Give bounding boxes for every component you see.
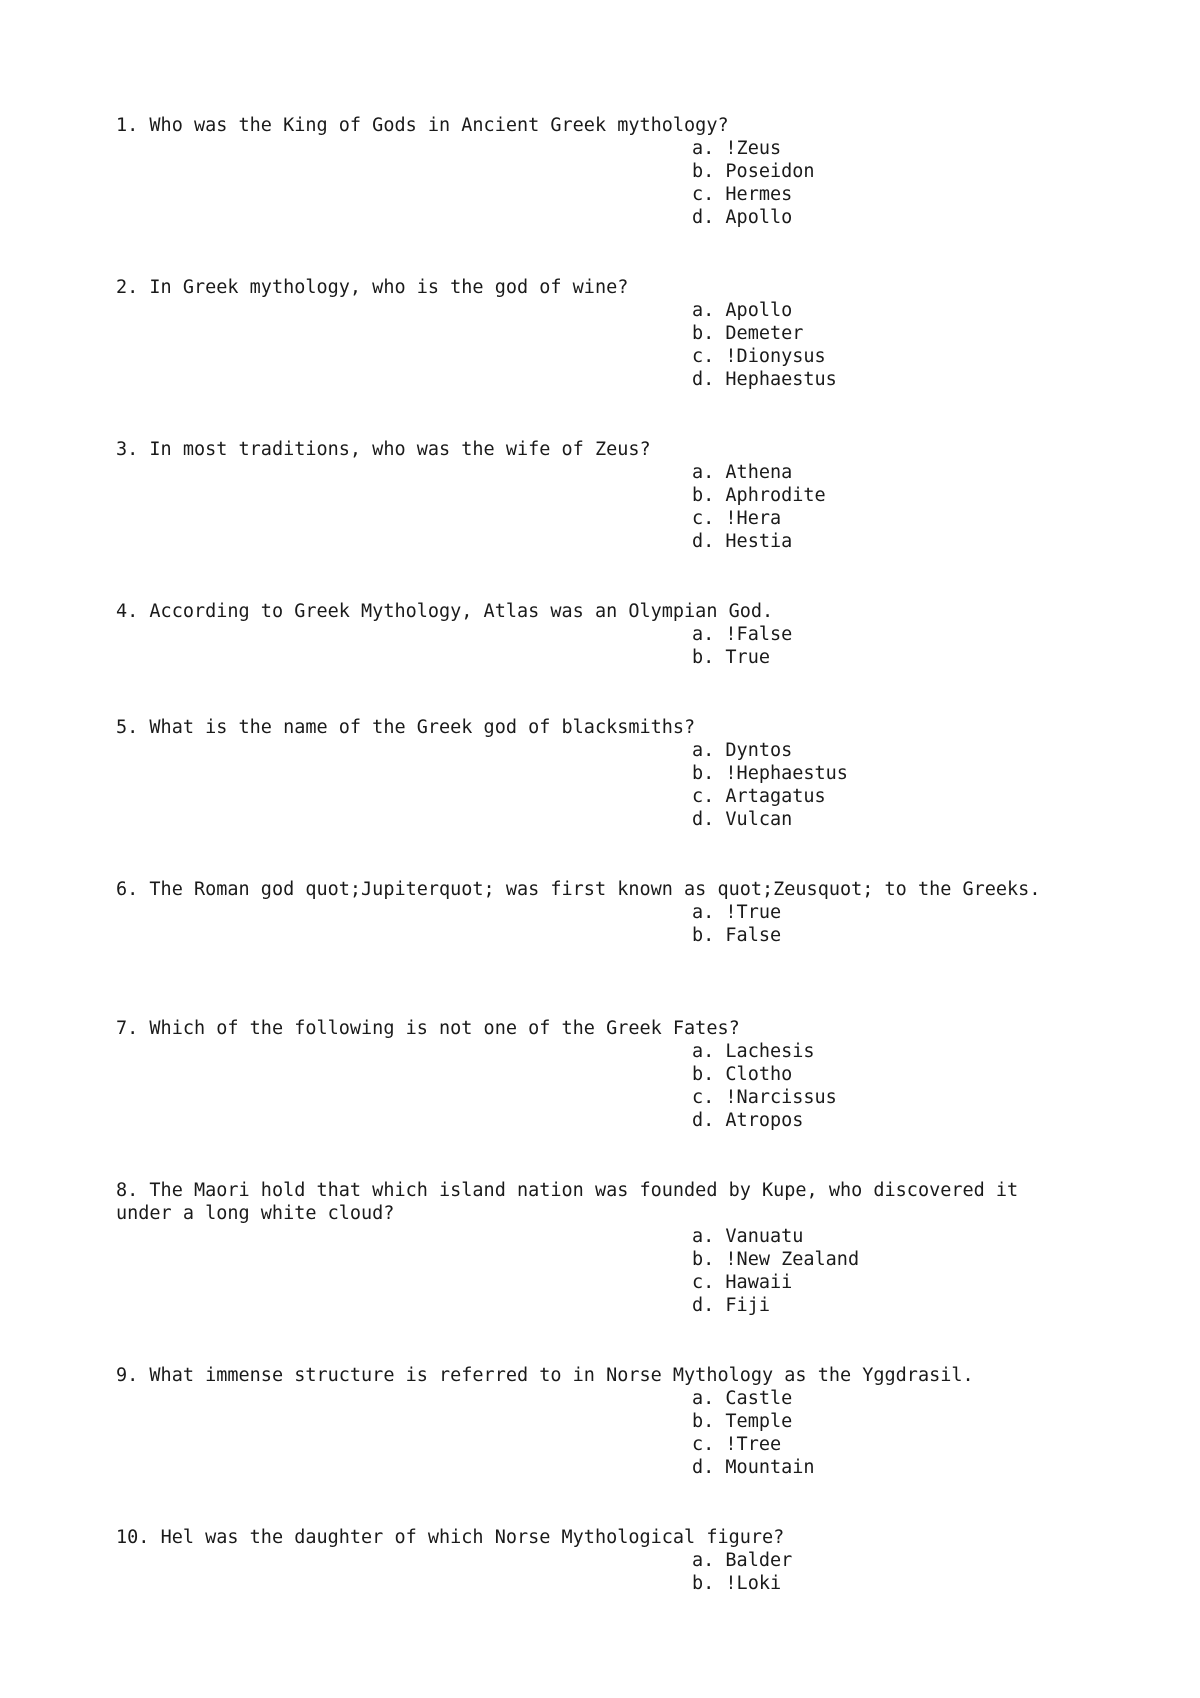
question-text	[116, 878, 1076, 901]
option-text: Aphrodite	[725, 485, 826, 506]
question-number: 5.	[116, 717, 139, 738]
option-b	[692, 646, 1116, 669]
option-letter: d.	[692, 531, 715, 552]
question-body: Hel was the daughter of which Norse Mythological figure?	[160, 1527, 785, 1548]
option-text: Apollo	[725, 300, 793, 321]
option-d	[692, 530, 1116, 553]
option-text: Poseidon	[725, 161, 815, 182]
option-text: Hermes	[725, 184, 793, 205]
question-7	[116, 1017, 1116, 1132]
option-a	[692, 461, 1116, 484]
question-body: What immense structure is referred to in Norse Mythology as the Yggdrasil.	[149, 1365, 974, 1386]
question-number: 1.	[116, 115, 139, 136]
option-a	[692, 1549, 1116, 1572]
option-letter: c.	[692, 1434, 715, 1455]
answer-options	[692, 1549, 1116, 1595]
option-text: Clotho	[725, 1064, 793, 1085]
option-b	[692, 1063, 1116, 1086]
option-text: Apollo	[725, 207, 793, 228]
question-number: 3.	[116, 439, 139, 460]
option-c	[692, 1086, 1116, 1109]
option-text: Hestia	[725, 531, 793, 552]
option-c	[692, 507, 1116, 530]
option-text: Vanuatu	[725, 1226, 804, 1247]
option-letter: c.	[692, 786, 715, 807]
option-a	[692, 1387, 1116, 1410]
option-text: Hephaestus	[725, 369, 837, 390]
option-a	[692, 739, 1116, 762]
option-text: Mountain	[725, 1457, 815, 1478]
option-text: Atropos	[725, 1110, 804, 1131]
option-letter: b.	[692, 1573, 715, 1594]
option-text: !Hera	[725, 508, 782, 529]
option-text: Dyntos	[725, 740, 793, 761]
option-letter: b.	[692, 1064, 715, 1085]
option-a	[692, 623, 1116, 646]
option-text: !Zeus	[725, 138, 782, 159]
option-c	[692, 345, 1116, 368]
question-text	[116, 276, 1076, 299]
option-letter: a.	[692, 740, 715, 761]
option-letter: a.	[692, 1041, 715, 1062]
option-text: Castle	[725, 1388, 793, 1409]
option-text: !Narcissus	[725, 1087, 837, 1108]
option-text: Athena	[725, 462, 793, 483]
question-number: 7.	[116, 1018, 139, 1039]
answer-options	[692, 1040, 1116, 1132]
option-letter: c.	[692, 184, 715, 205]
option-b	[692, 1248, 1116, 1271]
option-b	[692, 762, 1116, 785]
answer-options	[692, 137, 1116, 229]
option-c	[692, 1271, 1116, 1294]
option-letter: c.	[692, 1272, 715, 1293]
question-number: 9.	[116, 1365, 139, 1386]
option-b	[692, 1572, 1116, 1595]
question-text	[116, 600, 1076, 623]
option-text: False	[725, 925, 782, 946]
question-body: Which of the following is not one of the Greek Fates?	[149, 1018, 740, 1039]
option-letter: d.	[692, 1457, 715, 1478]
option-letter: a.	[692, 1388, 715, 1409]
option-text: Vulcan	[725, 809, 793, 830]
option-b	[692, 924, 1116, 947]
option-letter: a.	[692, 1550, 715, 1571]
option-a	[692, 1040, 1116, 1063]
option-c	[692, 1433, 1116, 1456]
question-2	[116, 276, 1116, 391]
option-letter: b.	[692, 1249, 715, 1270]
option-text: Fiji	[725, 1295, 770, 1316]
option-text: !Hephaestus	[725, 763, 848, 784]
question-4	[116, 600, 1116, 669]
answer-options	[692, 1225, 1116, 1317]
question-body: The Maori hold that which island nation was founded by Kupe, who discovered it under a long white cloud?	[116, 1180, 1030, 1224]
option-d	[692, 368, 1116, 391]
option-letter: a.	[692, 300, 715, 321]
question-6	[116, 878, 1116, 947]
option-text: !False	[725, 624, 793, 645]
question-text	[116, 1179, 1076, 1225]
option-text: !Tree	[725, 1434, 782, 1455]
option-b	[692, 1410, 1116, 1433]
question-body: The Roman god quot;Jupiterquot; was first known as quot;Zeusquot; to the Greeks.	[149, 879, 1041, 900]
question-body: What is the name of the Greek god of blacksmiths?	[149, 717, 696, 738]
question-body: In Greek mythology, who is the god of wine?	[149, 277, 629, 298]
option-text: Balder	[725, 1550, 793, 1571]
option-text: !New Zealand	[725, 1249, 860, 1270]
option-letter: c.	[692, 508, 715, 529]
option-c	[692, 785, 1116, 808]
question-text	[116, 1364, 1076, 1387]
option-a	[692, 299, 1116, 322]
question-number: 2.	[116, 277, 139, 298]
option-letter: a.	[692, 1226, 715, 1247]
answer-options	[692, 623, 1116, 669]
question-5	[116, 716, 1116, 831]
answer-options	[692, 901, 1116, 947]
option-letter: b.	[692, 925, 715, 946]
option-d	[692, 1456, 1116, 1479]
option-d	[692, 1109, 1116, 1132]
option-letter: d.	[692, 1295, 715, 1316]
question-number: 6.	[116, 879, 139, 900]
option-letter: d.	[692, 207, 715, 228]
question-text	[116, 114, 1076, 137]
question-3	[116, 438, 1116, 553]
option-b	[692, 484, 1116, 507]
option-text: !Dionysus	[725, 346, 826, 367]
question-9	[116, 1364, 1116, 1479]
option-letter: b.	[692, 1411, 715, 1432]
answer-options	[692, 461, 1116, 553]
question-text	[116, 716, 1076, 739]
option-text: Artagatus	[725, 786, 826, 807]
option-text: True	[725, 647, 770, 668]
option-text: Lachesis	[725, 1041, 815, 1062]
answer-options	[692, 1387, 1116, 1479]
option-text: !True	[725, 902, 782, 923]
question-number: 10.	[116, 1527, 150, 1548]
option-letter: a.	[692, 462, 715, 483]
option-d	[692, 206, 1116, 229]
option-text: Temple	[725, 1411, 793, 1432]
option-letter: d.	[692, 1110, 715, 1131]
option-text: !Loki	[725, 1573, 782, 1594]
option-letter: b.	[692, 485, 715, 506]
question-text	[116, 1526, 1076, 1549]
option-letter: d.	[692, 369, 715, 390]
option-c	[692, 183, 1116, 206]
option-letter: b.	[692, 763, 715, 784]
option-d	[692, 808, 1116, 831]
option-letter: b.	[692, 647, 715, 668]
option-letter: a.	[692, 624, 715, 645]
option-a	[692, 1225, 1116, 1248]
option-text: Hawaii	[725, 1272, 793, 1293]
option-letter: b.	[692, 323, 715, 344]
option-letter: d.	[692, 809, 715, 830]
answer-options	[692, 739, 1116, 831]
question-body: According to Greek Mythology, Atlas was an Olympian God.	[149, 601, 774, 622]
option-d	[692, 1294, 1116, 1317]
option-letter: a.	[692, 138, 715, 159]
question-text	[116, 1017, 1076, 1040]
option-letter: a.	[692, 902, 715, 923]
option-b	[692, 160, 1116, 183]
question-number: 8.	[116, 1180, 139, 1201]
question-body: Who was the King of Gods in Ancient Greek mythology?	[149, 115, 729, 136]
answer-options	[692, 299, 1116, 391]
option-letter: c.	[692, 1087, 715, 1108]
option-letter: c.	[692, 346, 715, 367]
option-a	[692, 137, 1116, 160]
question-8	[116, 1179, 1116, 1317]
question-body: In most traditions, who was the wife of Zeus?	[149, 439, 651, 460]
question-text	[116, 438, 1076, 461]
option-b	[692, 322, 1116, 345]
option-text: Demeter	[725, 323, 804, 344]
question-10	[116, 1526, 1116, 1595]
option-letter: b.	[692, 161, 715, 182]
question-1	[116, 114, 1116, 229]
question-number: 4.	[116, 601, 139, 622]
option-a	[692, 901, 1116, 924]
